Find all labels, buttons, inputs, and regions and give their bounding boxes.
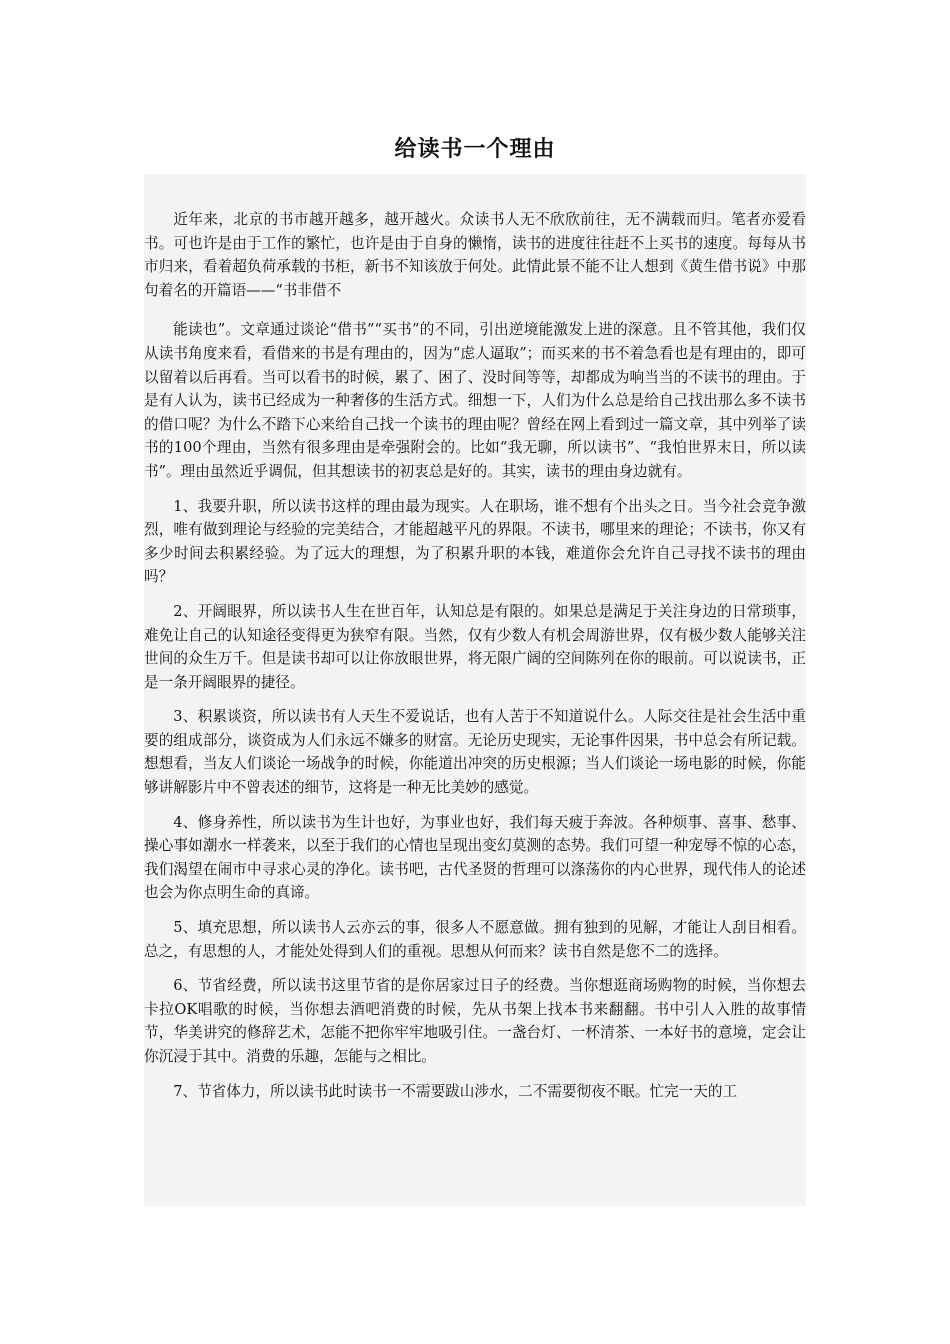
paragraph: 7、节省体力，所以读书此时读书一不需要跋山涉水，二不需要彻夜不眠。忙完一天的工 <box>173 1082 738 1100</box>
paragraph: 4、修身养性，所以读书为生计也好，为事业也好，我们每天疲于奔波。各种烦事、喜事、愁事、操心事如潮水一样袭来，以至于我们的心情也呈现出变幻莫测的态势。我们可望一种宠辱不惊的心态，我们渴望在闹市中寻求心灵的净化。读书吧，古代圣贤的哲理可以涤荡你的内心世界，现代伟人的论述也会为你点明生命的真谛。 <box>144 813 806 902</box>
paragraph: 近年来，北京的书市越开越多，越开越火。众读书人无不欣欣前往，无不满载而归。笔者亦爱看书。可也许是由于工作的繁忙，也许是由于自身的懒惰，读书的进度往往赶不上买书的速度。每每从书市归来，看着超负荷承载的书柜，新书不知该放于何处。此情此景不能不让人想到《黄生借书说》中那句着名的开篇语——“书非借不 <box>144 211 806 299</box>
paragraph: 3、积累谈资，所以读书有人天生不爱说话，也有人苦于不知道说什么。人际交往是社会生活中重要的组成部分，谈资成为人们永远不嫌多的财富。无论历史现实，无论事件因果，书中总会有所记载。想想看，当友人们谈论一场战争的时候，你能道出冲突的历史根源；当人们谈论一场电影的时候，你能够讲解影片中不曾表述的细节，这将是一种无比美妙的感觉。 <box>144 708 806 797</box>
paragraph: 5、填充思想，所以读书人云亦云的事，很多人不愿意做。拥有独到的见解，才能让人刮目相看。总之，有思想的人，才能处处得到人们的重视。思想从何而来？读书自然是您不二的选择。 <box>144 919 806 960</box>
paragraph: 能读也”。文章通过谈论“借书”“买书”的不同，引出逆境能激发上进的深意。且不管其他，我们仅从读书角度来看，看借来的书是有理由的，因为“虑人逼取”；而买来的书不着急看也是有理由的，即可以留着以后再看。当可以看书的时候，累了、困了、没时间等等，却都成为响当当的不读书的理由。于是有人认为，读书已经成为一种奢侈的生活方式。细想一下，人们为什么总是给自己找出那么多不读书的借口呢？为什么不踏下心来给自己找一个读书的理由呢？曾经在网上看到过一篇文章，其中列举了读书的100个理由，当然有很多理由是牵强附会的。比如“我无聊，所以读书”、“我怕世界末日，所以读书”。理由虽然近乎调侃，但其想读书的初衷总是好的。其实，读书的理由身边就有。 <box>144 321 806 480</box>
paragraph: 6、节省经费，所以读书这里节省的是你居家过日子的经费。当你想逛商场购物的时候，当你想去卡拉OK唱歌的时候，当你想去酒吧消费的时候，先从书架上找本书来翻翻。书中引人入胜的故事情节，华美讲究的修辞艺术，怎能不把你牢牢地吸引住。一盏台灯、一杯清茶、一本好书的意境，定会让你沉浸于其中。消费的乐趣，怎能与之相比。 <box>144 977 806 1065</box>
article-body <box>144 208 806 1114</box>
paragraph: 2、开阔眼界，所以读书人生在世百年，认知总是有限的。如果总是满足于关注身边的日常琐事，难免让自己的认知途径变得更为狭窄有限。当然，仅有少数人有机会周游世界，仅有极少数人能够关注世间的众生万千。但是读书却可以让你放眼世界，将无限广阔的空间陈列在你的眼前。可以说读书，正是一条开阔眼界的捷径。 <box>144 602 806 691</box>
document-title: 给读书一个理由 <box>394 137 556 162</box>
paragraph: 1、我要升职，所以读书这样的理由最为现实。人在职场，谁不想有个出头之日。当今社会竞争激烈，唯有做到理论与经验的完美结合，才能超越平凡的界限。不读书，哪里来的理论；不读书，你又有多少时间去积累经验。为了远大的理想，为了积累升职的本钱，难道你会允许自己寻找不读书的理由吗？ <box>144 497 806 586</box>
